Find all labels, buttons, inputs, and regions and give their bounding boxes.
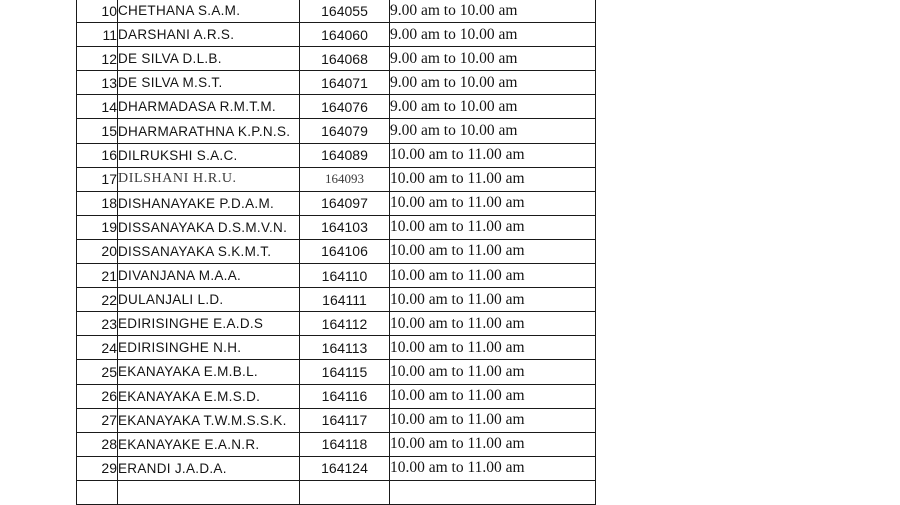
table-row xyxy=(77,47,596,71)
row-number: 11 xyxy=(77,23,118,47)
row-number: 21 xyxy=(77,264,118,288)
row-number: 10 xyxy=(77,0,118,23)
index-number: 164103 xyxy=(300,215,390,239)
student-name: DISSANAYAKA S.K.M.T. xyxy=(118,239,300,263)
row-number: 27 xyxy=(77,408,118,432)
student-name: DULANJALI L.D. xyxy=(118,288,300,312)
index-number: 164113 xyxy=(300,336,390,360)
index-number: 164118 xyxy=(300,432,390,456)
row-number: 29 xyxy=(77,456,118,480)
time-slot: 10.00 am to 11.00 am xyxy=(390,384,596,408)
table-row xyxy=(77,23,596,47)
student-name: DISHANAYAKE P.D.A.M. xyxy=(118,191,300,215)
table-row xyxy=(77,360,596,384)
row-number: 28 xyxy=(77,432,118,456)
table-row xyxy=(77,408,596,432)
time-slot: 10.00 am to 11.00 am xyxy=(390,215,596,239)
time-slot: 10.00 am to 11.00 am xyxy=(390,336,596,360)
table-row xyxy=(77,264,596,288)
time-slot xyxy=(390,480,596,504)
row-number: 14 xyxy=(77,95,118,119)
index-number xyxy=(300,480,390,504)
index-number: 164110 xyxy=(300,264,390,288)
row-number: 16 xyxy=(77,143,118,167)
row-number: 12 xyxy=(77,47,118,71)
time-slot: 10.00 am to 11.00 am xyxy=(390,191,596,215)
row-number: 13 xyxy=(77,71,118,95)
student-name: EKANAYAKA T.W.M.S.S.K. xyxy=(118,408,300,432)
table-row xyxy=(77,167,596,191)
index-number: 164060 xyxy=(300,23,390,47)
student-name: EDIRISINGHE N.H. xyxy=(118,336,300,360)
time-slot: 10.00 am to 11.00 am xyxy=(390,456,596,480)
student-name: DILSHANI H.R.U. xyxy=(118,167,300,191)
table-row xyxy=(77,456,596,480)
time-slot: 10.00 am to 11.00 am xyxy=(390,312,596,336)
student-name: ERANDI J.A.D.A. xyxy=(118,456,300,480)
student-name: DISSANAYAKA D.S.M.V.N. xyxy=(118,215,300,239)
row-number: 24 xyxy=(77,336,118,360)
time-slot: 9.00 am to 10.00 am xyxy=(390,47,596,71)
index-number: 164079 xyxy=(300,119,390,143)
student-name: DHARMADASA R.M.T.M. xyxy=(118,95,300,119)
index-number: 164115 xyxy=(300,360,390,384)
table-row xyxy=(77,191,596,215)
row-number: 20 xyxy=(77,239,118,263)
table-row xyxy=(77,95,596,119)
row-number: 15 xyxy=(77,119,118,143)
table-row xyxy=(77,239,596,263)
time-slot: 10.00 am to 11.00 am xyxy=(390,288,596,312)
table-row xyxy=(77,215,596,239)
index-number: 164117 xyxy=(300,408,390,432)
student-name: DILRUKSHI S.A.C. xyxy=(118,143,300,167)
index-number: 164071 xyxy=(300,71,390,95)
student-name: EKANAYAKA E.M.B.L. xyxy=(118,360,300,384)
table-row xyxy=(77,143,596,167)
time-slot: 10.00 am to 11.00 am xyxy=(390,264,596,288)
table-row xyxy=(77,288,596,312)
index-number: 164116 xyxy=(300,384,390,408)
table-row xyxy=(77,384,596,408)
index-number: 164055 xyxy=(300,0,390,23)
table-row xyxy=(77,336,596,360)
student-name: DIVANJANA M.A.A. xyxy=(118,264,300,288)
index-number: 164076 xyxy=(300,95,390,119)
time-slot: 9.00 am to 10.00 am xyxy=(390,23,596,47)
student-name: EKANAYAKE E.A.N.R. xyxy=(118,432,300,456)
schedule-table xyxy=(76,0,596,505)
table-row xyxy=(77,119,596,143)
time-slot: 9.00 am to 10.00 am xyxy=(390,119,596,143)
table-row xyxy=(77,480,596,504)
table-row xyxy=(77,71,596,95)
student-name xyxy=(118,480,300,504)
time-slot: 9.00 am to 10.00 am xyxy=(390,0,596,23)
student-name: EKANAYAKA E.M.S.D. xyxy=(118,384,300,408)
row-number: 19 xyxy=(77,215,118,239)
row-number: 26 xyxy=(77,384,118,408)
index-number: 164068 xyxy=(300,47,390,71)
time-slot: 10.00 am to 11.00 am xyxy=(390,408,596,432)
row-number: 18 xyxy=(77,191,118,215)
row-number xyxy=(77,480,118,504)
row-number: 22 xyxy=(77,288,118,312)
student-name: CHETHANA S.A.M. xyxy=(118,0,300,23)
index-number: 164112 xyxy=(300,312,390,336)
time-slot: 10.00 am to 11.00 am xyxy=(390,360,596,384)
index-number: 164093 xyxy=(300,167,390,191)
row-number: 25 xyxy=(77,360,118,384)
row-number: 23 xyxy=(77,312,118,336)
student-name: DE SILVA M.S.T. xyxy=(118,71,300,95)
time-slot: 10.00 am to 11.00 am xyxy=(390,167,596,191)
table-row xyxy=(77,0,596,23)
table-row xyxy=(77,432,596,456)
time-slot: 10.00 am to 11.00 am xyxy=(390,143,596,167)
index-number: 164089 xyxy=(300,143,390,167)
index-number: 164124 xyxy=(300,456,390,480)
index-number: 164097 xyxy=(300,191,390,215)
index-number: 164111 xyxy=(300,288,390,312)
index-number: 164106 xyxy=(300,239,390,263)
student-name: EDIRISINGHE E.A.D.S xyxy=(118,312,300,336)
student-name: DE SILVA D.L.B. xyxy=(118,47,300,71)
table-row xyxy=(77,312,596,336)
time-slot: 9.00 am to 10.00 am xyxy=(390,95,596,119)
student-name: DHARMARATHNA K.P.N.S. xyxy=(118,119,300,143)
time-slot: 9.00 am to 10.00 am xyxy=(390,71,596,95)
time-slot: 10.00 am to 11.00 am xyxy=(390,239,596,263)
time-slot: 10.00 am to 11.00 am xyxy=(390,432,596,456)
row-number: 17 xyxy=(77,167,118,191)
student-name: DARSHANI A.R.S. xyxy=(118,23,300,47)
